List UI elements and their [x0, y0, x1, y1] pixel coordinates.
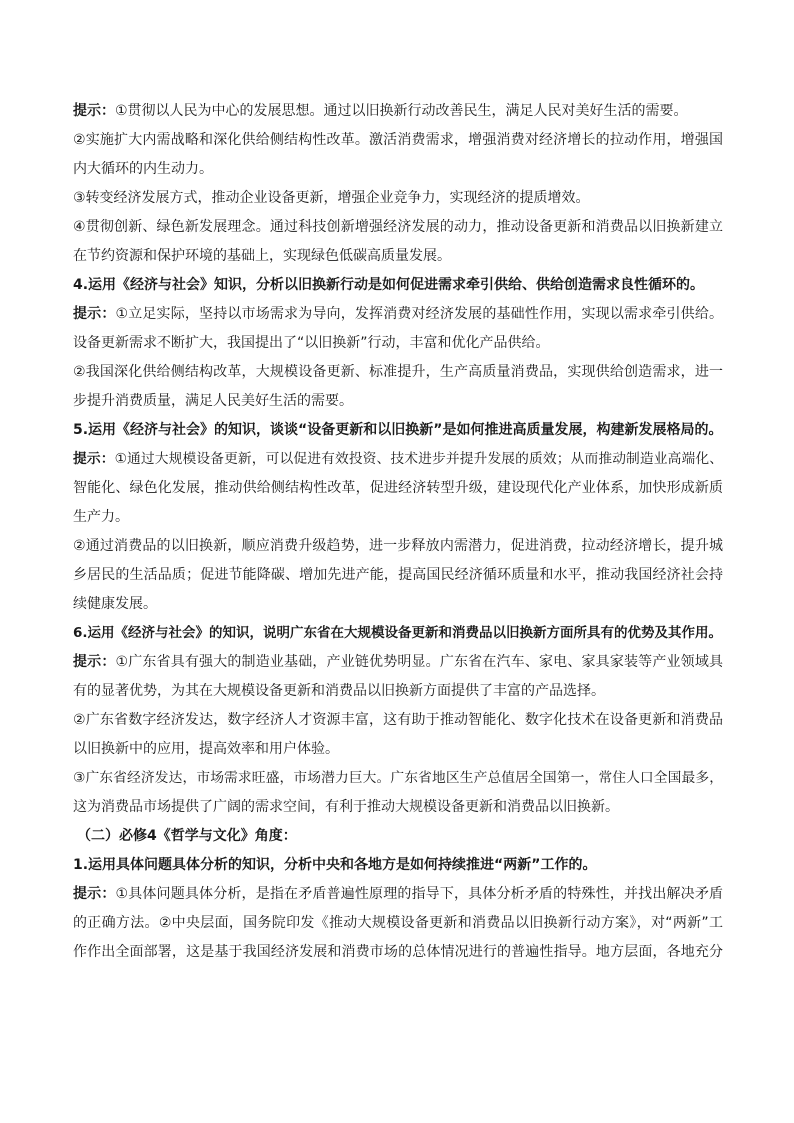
hint-6-line-6 — [73, 793, 723, 822]
section-2-title — [73, 822, 723, 851]
line-text: 的正确方法。②中央层面，国务院印发《推动大规模设备更新和消费品以旧换新行动方案》，对“两新”工 — [73, 915, 723, 931]
line-text: 乡居民的生活品质；促进节能降碳、增加先进产能，提高国民经济循环质量和水平，推动我国经济社会持 — [73, 567, 723, 583]
hint-6-line-2 — [73, 677, 723, 706]
line-text: ④贯彻创新、绿色新发展理念。通过科技创新增强经济发展的动力，推动设备更新和消费品以旧换新建立 — [73, 219, 723, 235]
line-text: ①立足实际，坚持以市场需求为导向，发挥消费对经济发展的基础性作用，实现以需求牵引供给。 — [115, 306, 723, 322]
line-text: 设备更新需求不断扩大，我国提出了“以旧换新”行动，丰富和优化产品供给。 — [73, 335, 550, 351]
hint-1-line-3 — [73, 155, 723, 184]
line-text: ②实施扩大内需战略和深化供给侧结构性改革。激活消费需求，增强消费对经济增长的拉动作用，增强国 — [73, 132, 723, 148]
question-6 — [73, 619, 723, 648]
line-text: ②通过消费品的以旧换新，顺应消费升级趋势，进一步释放内需潜力，促进消费，拉动经济增长，提升城 — [73, 538, 723, 554]
hint-1-line-1 — [73, 97, 723, 126]
line-text: ①通过大规模设备更新，可以促进有效投资、技术进步并提升发展的质效；从而推动制造业高端化、 — [114, 451, 723, 467]
hint-5-line-2 — [73, 474, 723, 503]
hint-5-line-3 — [73, 503, 723, 532]
hint-6-line-1 — [73, 648, 723, 677]
hint-4-line-2 — [73, 329, 723, 358]
question-4 — [73, 271, 723, 300]
line-text: 有的显著优势，为其在大规模设备更新和消费品以旧换新方面提供了丰富的产品选择。 — [73, 683, 605, 699]
line-text: 6.运用《经济与社会》的知识，说明广东省在大规模设备更新和消费品以旧换新方面所具有的优势及其作用。 — [73, 625, 723, 641]
line-text: （二）必修4《哲学与文化》角度： — [77, 828, 297, 844]
line-text: ②广东省数字经济发达，数字经济人才资源丰富，这有助于推动智能化、数字化技术在设备更新和消费品 — [73, 712, 723, 728]
hint-5-line-4 — [73, 532, 723, 561]
line-text: 5.运用《经济与社会》的知识，谈谈“设备更新和以旧换新”是如何推进高质量发展，构建新发展格局的。 — [73, 422, 723, 438]
hint-1-line-5 — [73, 213, 723, 242]
line-text: 内大循环的内生动力。 — [73, 161, 213, 177]
hint-1-line-2 — [73, 126, 723, 155]
hint-5-line-6 — [73, 590, 723, 619]
hint-label: 提示： — [73, 451, 115, 467]
hint-1-line-6 — [73, 242, 723, 271]
line-text: ①贯彻以人民为中心的发展思想。通过以旧换新行动改善民生，满足人民对美好生活的需要。 — [115, 103, 688, 119]
document-body — [73, 97, 723, 967]
line-text: ②我国深化供给侧结构改革，大规模设备更新、标准提升，生产高质量消费品，实现供给创造需求，进一 — [73, 364, 723, 380]
hint-label: 提示： — [73, 306, 116, 322]
line-text: 步提升消费质量，满足人民美好生活的需要。 — [73, 393, 353, 409]
line-text: 这为消费品市场提供了广阔的需求空间，有利于推动大规模设备更新和消费品以旧换新。 — [73, 799, 619, 815]
line-text: 作作出全面部署，这是基于我国经济发展和消费市场的总体情况进行的普遍性指导。地方层面，各地充分 — [73, 944, 723, 960]
hint-label: 提示： — [73, 103, 115, 119]
hint-5-line-1 — [73, 445, 723, 474]
line-text: 以旧换新中的应用，提高效率和用户体验。 — [73, 741, 339, 757]
line-text: 4.运用《经济与社会》知识，分析以旧换新行动是如何促进需求牵引供给、供给创造需求良性循环的。 — [73, 277, 705, 293]
line-text: ③转变经济发展方式，推动企业设备更新，增强企业竞争力，实现经济的提质增效。 — [73, 190, 590, 206]
hint-4-line-4 — [73, 387, 723, 416]
question-5 — [73, 416, 723, 445]
hint-label: 提示： — [73, 654, 116, 670]
hint-label: 提示： — [73, 886, 116, 902]
hint-5-line-5 — [73, 561, 723, 590]
question-1 — [73, 851, 723, 880]
line-text: 在节约资源和保护环境的基础上，实现绿色低碳高质量发展。 — [73, 248, 451, 264]
line-text: 生产力。 — [73, 509, 129, 525]
hint-q1-line-2 — [73, 909, 723, 938]
line-text: ③广东省经济发达，市场需求旺盛，市场潜力巨大。广东省地区生产总值居全国第一，常住人口全国最多， — [73, 770, 723, 786]
hint-q1-line-1 — [73, 880, 723, 909]
line-text: ①具体问题具体分析，是指在矛盾普遍性原理的指导下，具体分析矛盾的特殊性，并找出解决矛盾 — [115, 886, 723, 902]
hint-6-line-5 — [73, 764, 723, 793]
line-text: ①广东省具有强大的制造业基础，产业链优势明显。广东省在汽车、家电、家具家装等产业领域具 — [115, 654, 723, 670]
hint-1-line-4 — [73, 184, 723, 213]
hint-4-line-1 — [73, 300, 723, 329]
hint-4-line-3 — [73, 358, 723, 387]
hint-q1-line-3 — [73, 938, 723, 967]
hint-6-line-4 — [73, 735, 723, 764]
line-text: 1.运用具体问题具体分析的知识，分析中央和各地方是如何持续推进“两新”工作的。 — [73, 857, 597, 873]
line-text: 续健康发展。 — [73, 596, 157, 612]
line-text: 智能化、绿色化发展，推动供给侧结构性改革，促进经济转型升级，建设现代化产业体系，加快形成新质 — [73, 480, 723, 496]
hint-6-line-3 — [73, 706, 723, 735]
